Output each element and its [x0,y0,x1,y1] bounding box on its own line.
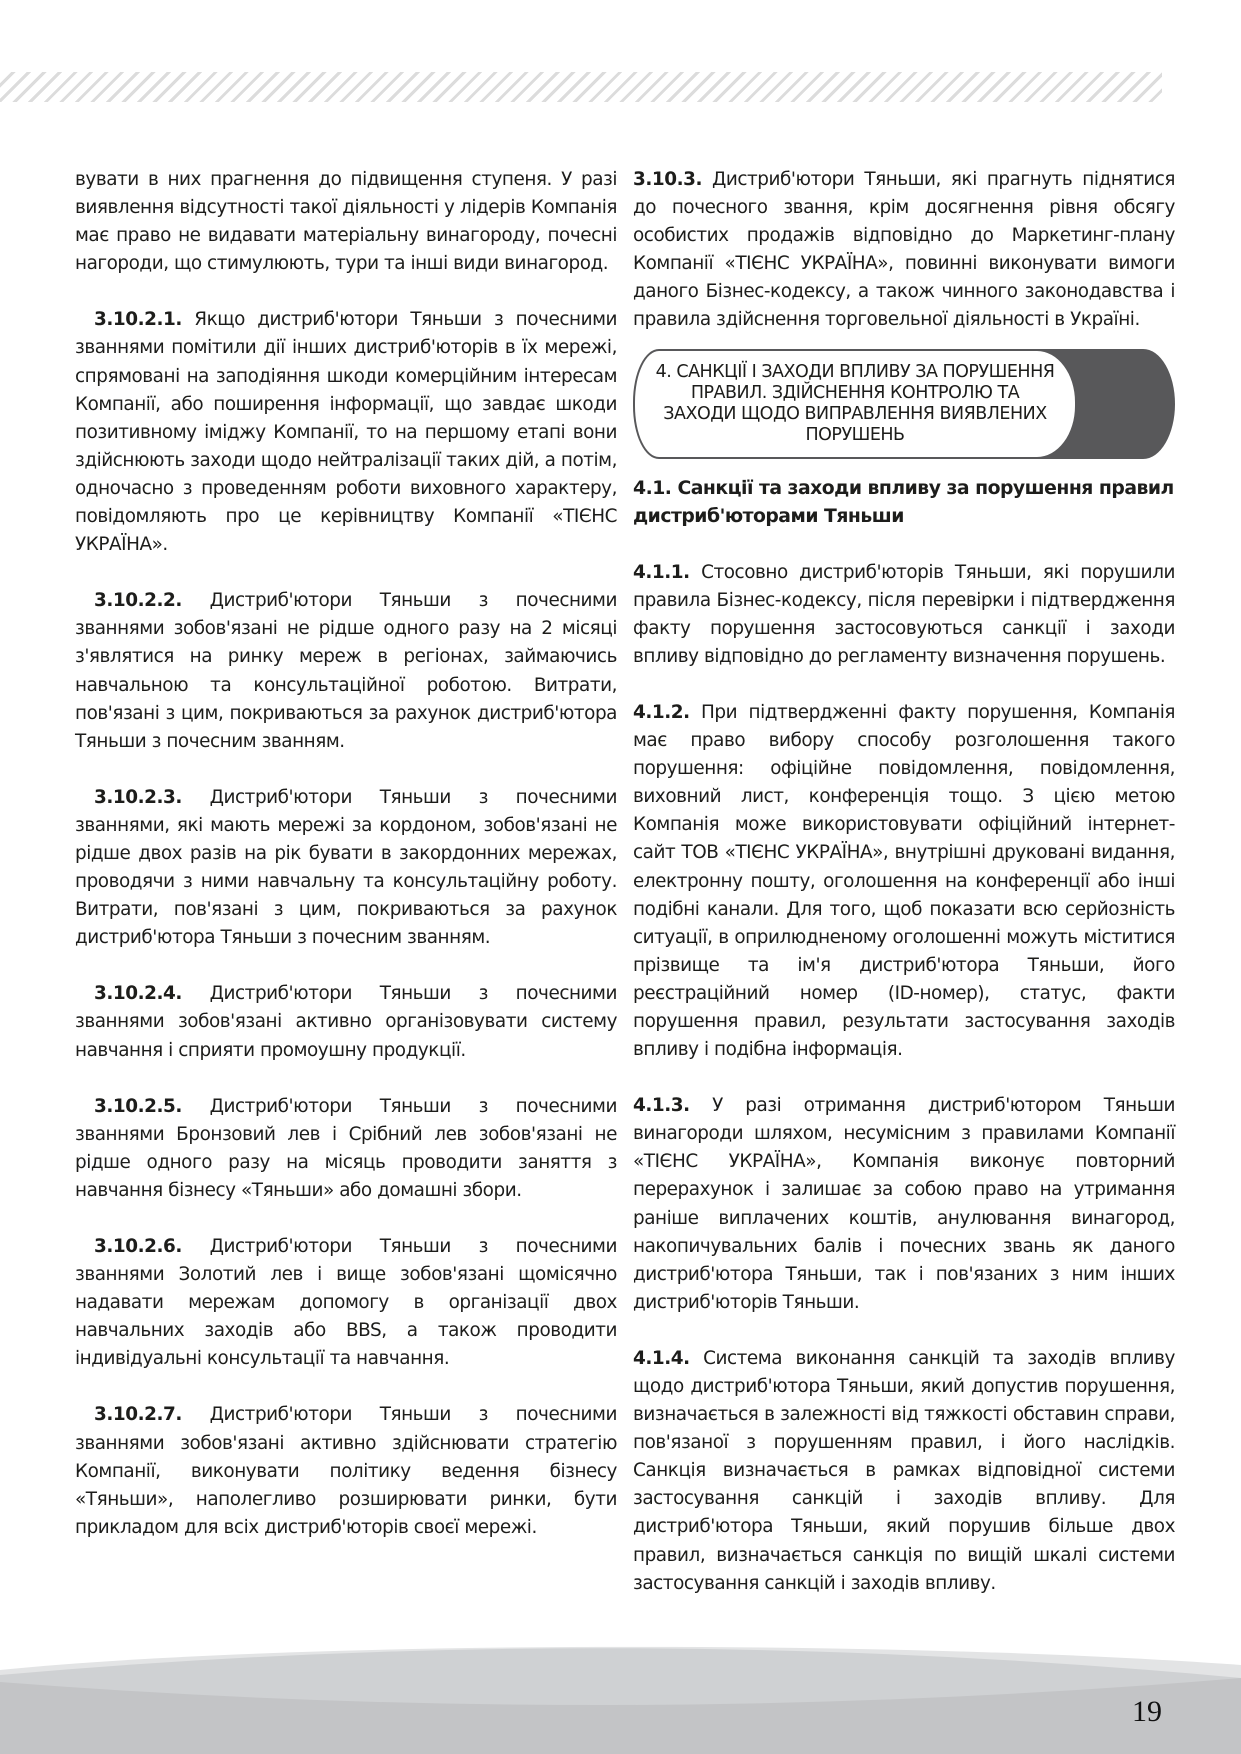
paragraph-3-10-2-6 [75,1233,617,1373]
paragraph-3-10-2-2 [75,587,617,756]
paragraph-3-10-3 [633,166,1175,335]
paragraph-text: При підтвердженні факту порушення, Компанія має право вибору способу розголошення такого порушення: офіційне повідомлення, повідомлення, виховний лист, конференція тощо. З цією метою Компанія може використовувати офіційний інтернет-сайт ТОВ «ТІЄНС УКРАЇНА», внутрішні друковані видання, електронну пошту, оголошення на конференції або інші подібні канали. Для того, щоб показати всю серйозність ситуації, в оприлюдненому оголошенні можуть міститися прізвище та ім'я дистриб'ютора Тяньши, його реєстраційний номер (ID-номер), статус, факти порушення правил, результати застосування заходів впливу і подібна інформація. [633,701,1175,1061]
paragraph-4-1-2 [633,699,1175,1064]
paragraph-number: 4.1.1. [633,561,690,583]
paragraph-number: 3.10.2.7. [94,1404,182,1426]
header-stripe-decoration [0,72,1162,102]
paragraph-text: Дистриб'ютори Тяньши з почесними званнями Золотий лев і вище зобов'язані щомісячно надавати мережам допомогу в організації двох навчальних заходів або BBS, а також проводити індивідуальні консультації та навчання. [75,1236,617,1370]
section-title: 4. САНКЦІЇ І ЗАХОДИ ВПЛИВУ ЗА ПОРУШЕННЯ ПРАВИЛ. ЗДІЙСНЕННЯ КОНТРОЛЮ ТА ЗАХОДИ ЩОДО ВИПРАВЛЕННЯ ВИЯВЛЕНИХ ПОРУШЕНЬ [655,361,1055,445]
paragraph-4-1-3 [633,1092,1175,1317]
paragraph-text: Дистриб'ютори Тяньши, які прагнуть піднятися до почесного звання, крім досягнення рівня обсягу особистих продажів відповідно до Маркетинг-плану Компанії «ТІЄНС УКРАЇНА», повинні виконувати вимоги даного Бізнес-кодексу, а також чинного законодавства і правила здійснення торговельної діяльності в Україні. [633,169,1175,331]
paragraph-number: 3.10.2.6. [94,1236,182,1257]
paragraph-3-10-2-3 [75,784,617,953]
paragraph-text: Якщо дистриб'ютори Тяньши з почесними званнями помітили дії інших дистриб'юторів в їх мережі, спрямовані на заподіяння шкоди комерційним інтересам Компанії, або поширення інформації, що завдає шкоди позитивному іміджу Компанії, то на першому етапі вони здійснюють заходи щодо нейтралізації таких дій, а потім, одночасно з проведенням роботи виховного характеру, повідомляють про це керівництву Компанії «ТІЄНС УКРАЇНА». [75,309,617,556]
subsection-heading: 4.1. Санкції та заходи впливу за порушення правил дистриб'юторами Тяньши [633,477,1174,527]
paragraph-number: 3.10.2.1. [94,309,182,331]
paragraph-number: 4.1.4. [633,1347,690,1369]
banner-label-box [633,349,1077,459]
paragraph-text: Дистриб'ютори Тяньши з почесними званнями зобов'язані не рідше одного разу на 2 місяці з'являтися на ринку мереж в регіонах, займаючись навчальною та консультаційної роботою. Витрати, пов'язані з цим, покриваються за рахунок дистриб'ютора Тяньши з почесним званням. [75,590,617,752]
page-number: 19 [1132,1695,1162,1728]
paragraph-number: 3.10.2.4. [94,983,182,1005]
paragraph-3-10-2-5 [75,1093,617,1205]
paragraph-3-10-2-7 [75,1401,617,1541]
paragraph-number: 3.10.2.2. [94,590,182,612]
paragraph-text: Дистриб'ютори Тяньши з почесними званнями Бронзовий лев і Срібний лев зобов'язані не рідше одного разу на місяць проводити заняття з навчання бізнесу «Тяньши» або домашні збори. [75,1095,617,1201]
paragraph-text: Дистриб'ютори Тяньши з почесними званнями зобов'язані активно здійснювати стратегію Компанії, виконувати політику ведення бізнесу «Тяньши», наполегливо розширювати ринки, бути прикладом для всіх дистриб'юторів своєї мережі. [75,1404,617,1538]
paragraph-number: 4.1.2. [633,701,690,723]
paragraph-text: Стосовно дистриб'юторів Тяньши, які порушили правила Бізнес-кодексу, після перевірки і підтвердження факту порушення застосовуються санкції і заходи впливу відповідно до регламенту визначення порушень. [633,561,1175,667]
paragraph-number: 4.1.3. [633,1095,690,1117]
footer-wave-decoration [0,1640,1241,1754]
right-column [633,166,1175,1626]
paragraph-3-10-2-1 [75,306,617,559]
paragraph-4-1-4 [633,1345,1175,1598]
paragraph-number: 3.10.2.3. [94,786,182,808]
paragraph-4-1-1 [633,559,1175,671]
paragraph-text: Дистриб'ютори Тяньши з почесними званнями зобов'язані активно організовувати систему навчання і сприяти промоушну продукції. [75,983,617,1061]
section-title-banner [633,349,1175,459]
paragraph-text: Система виконання санкцій та заходів впливу щодо дистриб'ютора Тяньши, який допустив порушення, визначається в залежності від тяжкості обставин справи, пов'язаної з порушенням правил, і його наслідків. Санкція визначається в рамках відповідної системи застосування санкцій і заходів впливу. Для дистриб'ютора Тяньши, який порушив більше двох правил, визначається санкція по вищій шкалі системи застосування санкцій і заходів впливу. [633,1347,1175,1594]
paragraph-number: 3.10.3. [633,169,702,190]
paragraph-text: вувати в них прагнення до підвищення ступеня. У разі виявлення відсутності такої діяльності у лідерів Компанія має право не видавати матеріальну винагороду, почесні нагороди, що стимулюють, тури та інші види винагород. [75,169,617,275]
paragraph-text: Дистриб'ютори Тяньши з почесними званнями, які мають мережі за кордоном, зобов'язані не рідше двох разів на рік бувати в закордонних мережах, проводячи з ними навчальну та консультаційну роботу. Витрати, пов'язані з цим, покриваються за рахунок дистриб'ютора Тяньши з почесним званням. [75,786,617,949]
paragraph-3-10-2-4 [75,980,617,1064]
paragraph-number: 3.10.2.5. [94,1095,182,1117]
left-column [75,166,617,1570]
paragraph-text: У разі отримання дистриб'ютором Тяньши винагороди шляхом, несумісним з правилами Компанії «ТІЄНС УКРАЇНА», Компанія виконує повторний перерахунок і залишає за собою право на утримання раніше виплачених коштів, анулювання винагород, накопичувальних балів і почесних звань як даного дистриб'ютора Тяньши, так і пов'язаних з ним інших дистриб'юторів Тяньши. [633,1095,1175,1313]
paragraph-continuation [75,166,617,278]
